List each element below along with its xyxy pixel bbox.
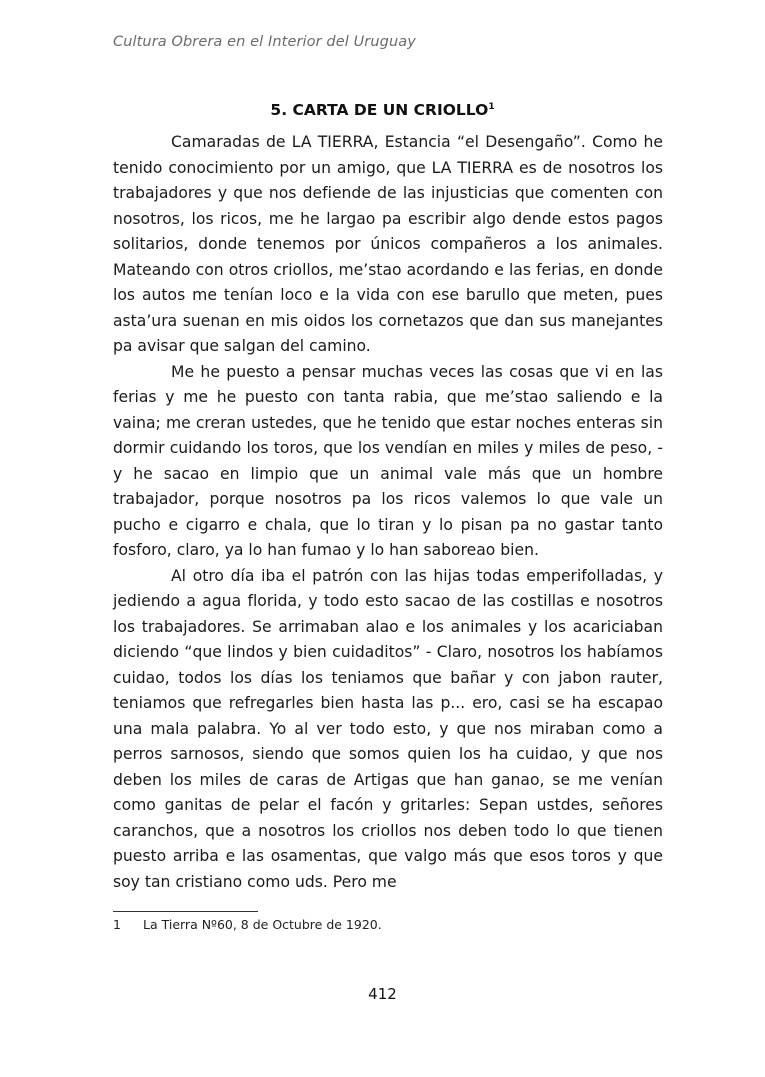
footnote [113, 917, 382, 932]
chapter-title [0, 101, 765, 119]
running-header: Cultura Obrera en el Interior del Uruguay [113, 34, 416, 50]
footnote-number: 1 [113, 917, 121, 932]
chapter-title-text: 5. CARTA DE UN CRIOLLO [270, 101, 489, 119]
footnote-divider [113, 911, 258, 912]
body-text [113, 130, 663, 895]
page-number: 412 [368, 985, 397, 1003]
footnote-text: La Tierra Nº60, 8 de Octubre de 1920. [143, 917, 382, 932]
paragraph-2: Me he puesto a pensar muchas veces las cosas que vi en las ferias y me he puesto con tanta rabia, que me’stao saliendo e la vaina; me creran ustedes, que he tenido que estar noches enteras sin dormir cuidando los toros, que los vendían en miles y miles de peso, - y he sacao en limpio que un animal vale más que un hombre trabajador, porque nosotros pa los ricos valemos lo que vale un pucho e cigarro e chala, que lo tiran y lo pisan pa no gastar tanto fosforo, claro, ya lo han fumao y lo han saboreao bien. [113, 362, 663, 559]
paragraph-3: Al otro día iba el patrón con las hijas todas emperifolladas, y jediendo a agua florida, y todo esto sacao de las costillas e nosotros los trabajadores. Se arrimaban alao e los animales y los acariciaban diciendo “que lindos y bien cuidaditos” - Claro, nosotros los habíamos cuidao, todos los días los teniamos que bañar y con jabon rauter, teniamos que refregarles bien hasta las p... ero, casi se ha escapao una mala palabra. Yo al ver todo esto, y que nos miraban como a perros sarnosos, siendo que somos quien los ha cuidao, y que nos deben los miles de caras de Artigas que han ganao, se me venían como ganitas de pelar el facón y gritarles: Sepan ustdes, señores caranchos, que a nosotros los criollos nos deben todo lo que tienen puesto arriba e las osamentas, que valgo más que esos toros y que soy tan cristiano como uds. Pero me [113, 566, 663, 891]
paragraph-1: Camaradas de LA TIERRA, Estancia “el Desengaño”. Como he tenido conocimiento por un amigo, que LA TIERRA es de nosotros los trabajadores y que nos defiende de las injusticias que comenten con nosotros, los ricos, me he largao pa escribir algo dende estos pagos solitarios, donde tenemos por únicos compañeros a los animales. Mateando con otros criollos, me’stao acordando e las ferias, en donde los autos me tenían loco e la vida con ese barullo que meten, pues asta’ura suenan en mis oidos los cornetazos que dan sus manejantes pa avisar que salgan del camino. [113, 133, 663, 355]
footnote-reference: 1 [488, 101, 495, 112]
